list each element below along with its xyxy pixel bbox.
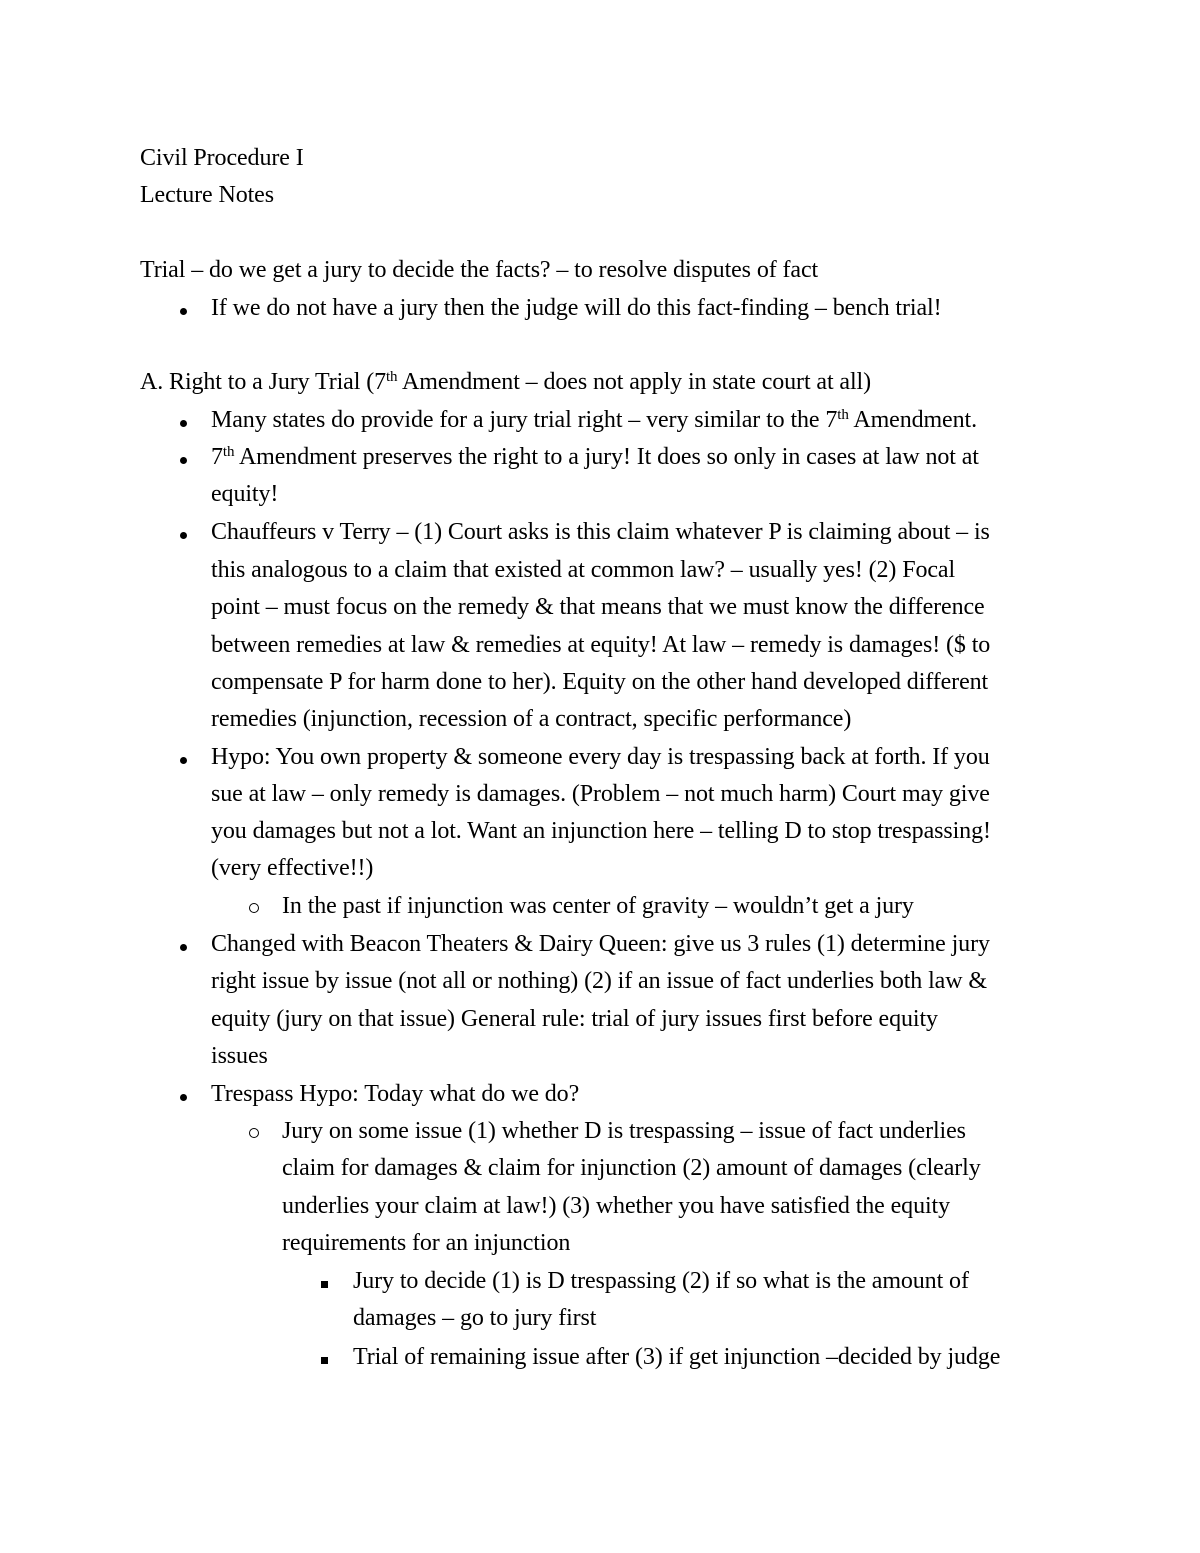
trial-bullet: If we do not have a jury then the judge will do this fact-finding – bench trial! (211, 295, 942, 321)
bullet-dot-icon (180, 442, 187, 472)
bullet-square-icon (321, 1342, 328, 1372)
section-a-heading: A. Right to a Jury Trial (7th Amendment – does not apply in state court at all) (140, 369, 872, 395)
sub-list-item: Jury on some issue (1) whether D is trespassing – issue of fact underlies (282, 1118, 966, 1144)
sub-list-item-continuation: underlies your claim at law!) (3) whether you have satisfied the equity (282, 1193, 951, 1219)
bullet-square-icon (321, 1266, 328, 1296)
sub-sub-list-item-continuation: damages – go to jury first (353, 1305, 597, 1331)
trial-heading: Trial – do we get a jury to decide the facts? – to resolve disputes of fact (140, 257, 819, 283)
bullet-dot-icon (180, 1079, 187, 1109)
list-item-continuation: (very effective!!) (211, 855, 374, 881)
notes-subtitle: Lecture Notes (140, 182, 274, 208)
list-item: Many states do provide for a jury trial right – very similar to the 7th Amendment. (211, 407, 977, 433)
list-item-continuation: sue at law – only remedy is damages. (Problem – not much harm) Court may give (211, 781, 990, 807)
list-item: Changed with Beacon Theaters & Dairy Queen: give us 3 rules (1) determine jury (211, 931, 990, 957)
course-title: Civil Procedure I (140, 145, 304, 171)
list-item: Hypo: You own property & someone every day is trespassing back at forth. If you (211, 744, 990, 770)
bullet-dot-icon (180, 517, 187, 547)
list-item-continuation: right issue by issue (not all or nothing) (2) if an issue of fact underlies both law & (211, 968, 987, 994)
sub-list-item: In the past if injunction was center of gravity – wouldn’t get a jury (282, 893, 914, 919)
list-item-continuation: equity! (211, 481, 279, 507)
list-item-continuation: remedies (injunction, recession of a contract, specific performance) (211, 706, 852, 732)
list-item: Trespass Hypo: Today what do we do? (211, 1081, 580, 1107)
list-item-continuation: equity (jury on that issue) General rule: trial of jury issues first before equity (211, 1006, 938, 1032)
list-item-continuation: this analogous to a claim that existed at common law? – usually yes! (2) Focal (211, 557, 956, 583)
sub-sub-list-item: Trial of remaining issue after (3) if get injunction –decided by judge (353, 1344, 1001, 1370)
list-item-continuation: you damages but not a lot. Want an injunction here – telling D to stop trespassing! (211, 818, 991, 844)
list-item-continuation: point – must focus on the remedy & that means that we must know the difference (211, 594, 985, 620)
sub-list-item-continuation: claim for damages & claim for injunction (2) amount of damages (clearly (282, 1155, 981, 1181)
sub-sub-list-item: Jury to decide (1) is D trespassing (2) if so what is the amount of (353, 1268, 969, 1294)
bullet-circle-icon (249, 1116, 259, 1146)
list-item-continuation: issues (211, 1043, 268, 1069)
bullet-dot-icon (180, 293, 187, 323)
bullet-dot-icon (180, 742, 187, 772)
list-item-continuation: compensate P for harm done to her). Equity on the other hand developed different (211, 669, 989, 695)
list-item: 7th Amendment preserves the right to a jury! It does so only in cases at law not at (211, 444, 979, 470)
list-item-continuation: between remedies at law & remedies at equity! At law – remedy is damages! ($ to (211, 632, 991, 658)
list-item: Chauffeurs v Terry – (1) Court asks is this claim whatever P is claiming about – is (211, 519, 990, 545)
bullet-dot-icon (180, 405, 187, 435)
bullet-circle-icon (249, 891, 259, 921)
bullet-dot-icon (180, 929, 187, 959)
sub-list-item-continuation: requirements for an injunction (282, 1230, 571, 1256)
